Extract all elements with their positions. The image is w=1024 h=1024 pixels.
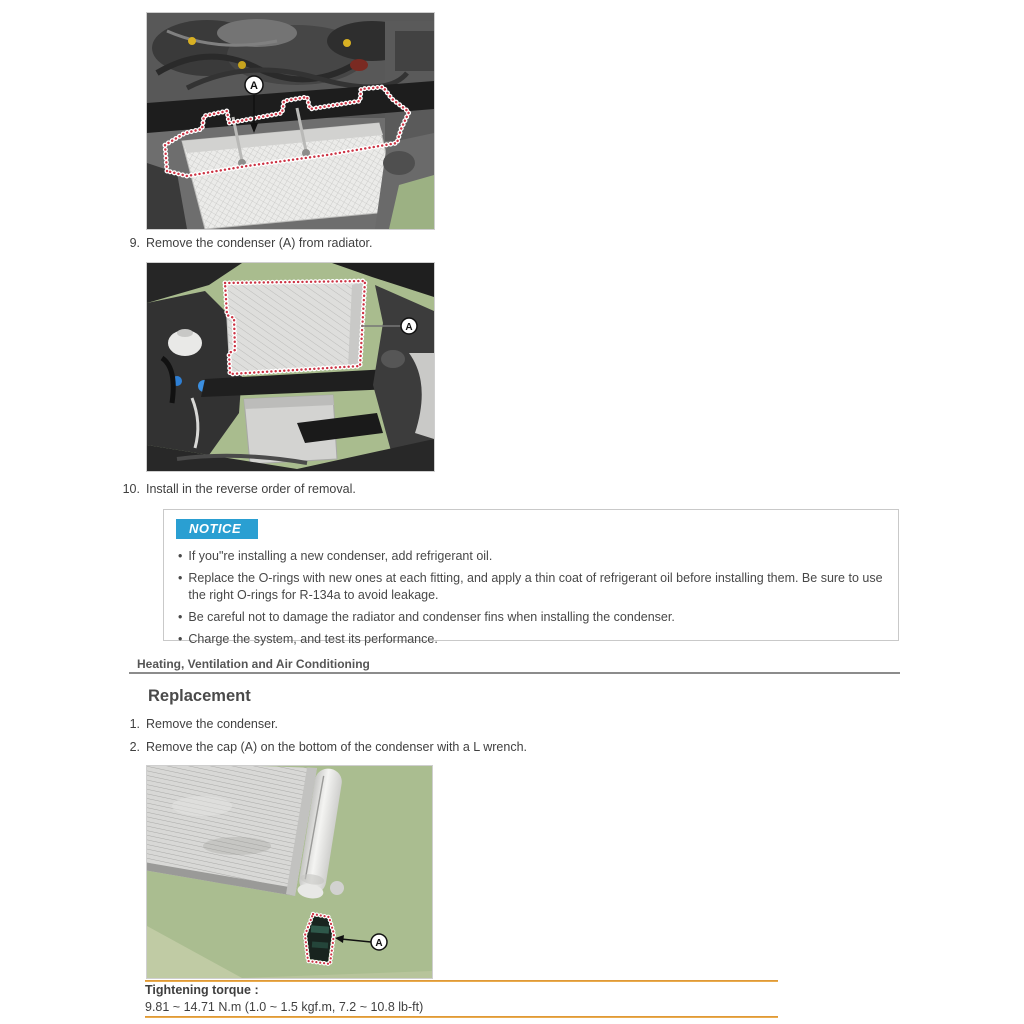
figure2-callout-a: A (405, 322, 413, 333)
step-text: Install in the reverse order of removal. (146, 482, 356, 496)
bullet-glyph: • (178, 571, 183, 586)
step-number: 2. (129, 740, 140, 754)
torque-value: 9.81 ~ 14.71 N.m (1.0 ~ 1.5 kgf.m, 7.2 ~ 10.8 lb-ft) (145, 1000, 424, 1014)
step-number: 1. (129, 717, 140, 731)
notice-item-text: Charge the system, and test its performance. (188, 632, 438, 646)
condenser-removal-illustration (147, 263, 434, 471)
step-text: Remove the condenser. (146, 717, 279, 731)
figure1-callout-a: A (250, 80, 258, 92)
step-10 (118, 482, 738, 497)
engine-bay-illustration (147, 13, 434, 229)
notice-list (164, 548, 898, 647)
figure-condenser-removal-photo (146, 262, 435, 472)
condenser-cap-illustration (147, 766, 432, 978)
notice-item (178, 609, 884, 625)
figure-condenser-cap-photo (146, 765, 433, 979)
notice-item (178, 548, 884, 564)
bullet-glyph: • (178, 609, 183, 624)
notice-item-text: If you"re installing a new condenser, add refrigerant oil. (188, 549, 493, 563)
notice-item-text: Be careful not to damage the radiator and condenser fins when installing the condenser. (188, 609, 675, 624)
figure-engine-bay-photo (146, 12, 435, 230)
torque-label: Tightening torque : (145, 983, 259, 997)
step-number: 9. (129, 236, 140, 250)
bullet-glyph: • (178, 549, 183, 563)
step-1 (118, 717, 758, 732)
step-number: 10. (122, 482, 140, 496)
step-2 (118, 740, 758, 755)
figure3-callout-a: A (375, 938, 383, 949)
step-text: Remove the cap (A) on the bottom of the condenser with a L wrench. (146, 740, 527, 754)
breadcrumb: Heating, Ventilation and Air Conditioning (137, 657, 370, 671)
notice-item (178, 570, 884, 603)
step-text: Remove the condenser (A) from radiator. (146, 236, 373, 250)
torque-rule-bottom (145, 1016, 778, 1018)
page-title: Replacement (148, 687, 251, 705)
notice-badge: NOTICE (176, 519, 258, 539)
torque-rule-top (145, 980, 778, 982)
section-divider (129, 672, 900, 674)
step-9 (118, 236, 738, 251)
bullet-glyph: • (178, 632, 183, 646)
notice-box (163, 509, 899, 646)
notice-item-text: Replace the O-rings with new ones at each fitting, and apply a thin coat of refrigerant oil before installing them. Be sure to use the right O-rings for R-134a to avoid leakage. (188, 571, 883, 602)
notice-item (178, 631, 884, 647)
